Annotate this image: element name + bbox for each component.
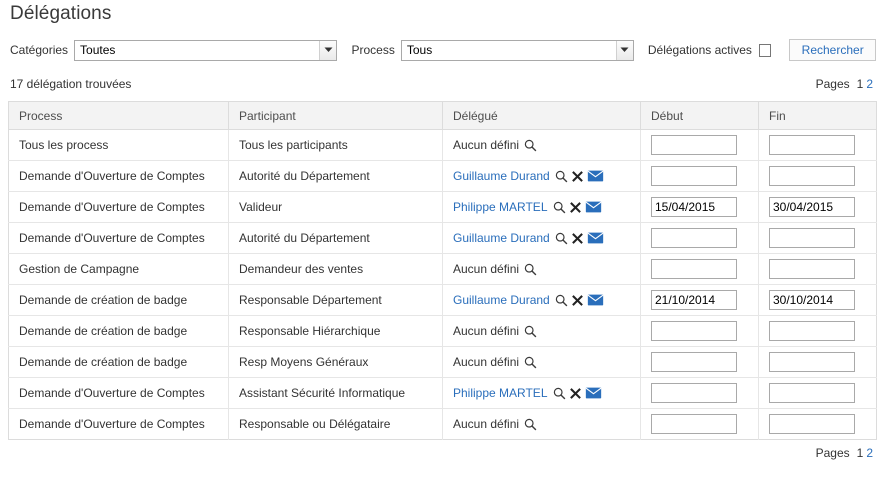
- cell-debut: [641, 378, 759, 409]
- debut-date-input[interactable]: [651, 290, 737, 310]
- fin-date-input[interactable]: [769, 197, 855, 217]
- pager-page-2[interactable]: 2: [866, 446, 873, 460]
- table-row: [9, 161, 877, 192]
- cell-delegate: [443, 347, 641, 378]
- table-row: [9, 316, 877, 347]
- delete-cross-icon[interactable]: [569, 387, 582, 400]
- magnifier-icon[interactable]: [555, 294, 568, 307]
- cell-debut: [641, 192, 759, 223]
- cell-participant: Tous les participants: [229, 130, 443, 161]
- cell-fin: [759, 192, 877, 223]
- cell-participant: Resp Moyens Généraux: [229, 347, 443, 378]
- search-button[interactable]: Rechercher: [789, 39, 876, 61]
- envelope-icon[interactable]: [585, 387, 602, 399]
- magnifier-icon[interactable]: [524, 325, 537, 338]
- cell-fin: [759, 161, 877, 192]
- cell-debut: [641, 409, 759, 440]
- cell-debut: [641, 161, 759, 192]
- table-body: [9, 130, 877, 440]
- delete-cross-icon[interactable]: [571, 170, 584, 183]
- magnifier-icon[interactable]: [524, 356, 537, 369]
- column-header-debut: Début: [641, 102, 759, 130]
- process-select[interactable]: [401, 40, 634, 61]
- fin-date-input[interactable]: [769, 166, 855, 186]
- delegate-link[interactable]: Guillaume Durand: [453, 169, 550, 183]
- pager-page-1[interactable]: 1: [856, 77, 864, 91]
- cell-debut: [641, 223, 759, 254]
- cell-participant: Demandeur des ventes: [229, 254, 443, 285]
- delegations-table: [8, 101, 877, 440]
- cell-fin: [759, 130, 877, 161]
- table-row: [9, 254, 877, 285]
- magnifier-icon[interactable]: [524, 418, 537, 431]
- cell-process: Tous les process: [9, 130, 229, 161]
- cell-participant: Autorité du Département: [229, 161, 443, 192]
- cell-debut: [641, 316, 759, 347]
- chevron-down-icon[interactable]: [616, 41, 633, 60]
- cell-delegate: [443, 316, 641, 347]
- cell-delegate: [443, 192, 641, 223]
- column-header-process: Process: [9, 102, 229, 130]
- delegate-empty-label: Aucun défini: [453, 417, 520, 431]
- debut-date-input[interactable]: [651, 352, 737, 372]
- cell-process: Demande d'Ouverture de Comptes: [9, 223, 229, 254]
- cell-process: Demande de création de badge: [9, 285, 229, 316]
- delete-cross-icon[interactable]: [571, 294, 584, 307]
- cell-delegate: [443, 254, 641, 285]
- cell-process: Demande d'Ouverture de Comptes: [9, 378, 229, 409]
- table-row: [9, 223, 877, 254]
- cell-process: Demande d'Ouverture de Comptes: [9, 409, 229, 440]
- fin-date-input[interactable]: [769, 135, 855, 155]
- categories-select[interactable]: [74, 40, 337, 61]
- debut-date-input[interactable]: [651, 166, 737, 186]
- debut-date-input[interactable]: [651, 135, 737, 155]
- fin-date-input[interactable]: [769, 352, 855, 372]
- cell-debut: [641, 347, 759, 378]
- pager-page-2[interactable]: 2: [866, 77, 873, 91]
- cell-debut: [641, 254, 759, 285]
- fin-date-input[interactable]: [769, 259, 855, 279]
- cell-participant: Responsable Département: [229, 285, 443, 316]
- table-row: [9, 285, 877, 316]
- magnifier-icon[interactable]: [553, 201, 566, 214]
- table-header-row: [9, 102, 877, 130]
- pager-bottom-wrap: [8, 440, 876, 460]
- magnifier-icon[interactable]: [524, 263, 537, 276]
- cell-participant: Autorité du Département: [229, 223, 443, 254]
- column-header-delegate: Délégué: [443, 102, 641, 130]
- magnifier-icon[interactable]: [555, 170, 568, 183]
- results-summary: [8, 77, 876, 91]
- delegate-link[interactable]: Philippe MARTEL: [453, 386, 548, 400]
- cell-participant: Assistant Sécurité Informatique: [229, 378, 443, 409]
- categories-label: Catégories: [10, 43, 69, 57]
- fin-date-input[interactable]: [769, 383, 855, 403]
- pager-top: [816, 77, 873, 91]
- table-row: [9, 378, 877, 409]
- cell-fin: [759, 285, 877, 316]
- pager-page-1[interactable]: 1: [856, 446, 864, 460]
- process-select-value: Tous: [406, 43, 433, 57]
- debut-date-input[interactable]: [651, 228, 737, 248]
- delegate-link[interactable]: Guillaume Durand: [453, 231, 550, 245]
- envelope-icon[interactable]: [585, 201, 602, 213]
- debut-date-input[interactable]: [651, 414, 737, 434]
- chevron-down-icon[interactable]: [319, 41, 336, 60]
- magnifier-icon[interactable]: [553, 387, 566, 400]
- delegate-link[interactable]: Guillaume Durand: [453, 293, 550, 307]
- delegate-empty-label: Aucun défini: [453, 138, 520, 152]
- delete-cross-icon[interactable]: [569, 201, 582, 214]
- delete-cross-icon[interactable]: [571, 232, 584, 245]
- envelope-icon[interactable]: [587, 232, 604, 244]
- cell-process: Demande d'Ouverture de Comptes: [9, 192, 229, 223]
- cell-participant: Responsable Hiérarchique: [229, 316, 443, 347]
- cell-fin: [759, 409, 877, 440]
- column-header-participant: Participant: [229, 102, 443, 130]
- table-row: [9, 347, 877, 378]
- active-delegations-checkbox[interactable]: [759, 44, 771, 57]
- fin-date-input[interactable]: [769, 321, 855, 341]
- cell-participant: Valideur: [229, 192, 443, 223]
- pager-label: Pages: [815, 446, 850, 460]
- delegate-empty-label: Aucun défini: [453, 262, 520, 276]
- cell-delegate: [443, 161, 641, 192]
- cell-fin: [759, 223, 877, 254]
- delegate-empty-label: Aucun défini: [453, 324, 520, 338]
- cell-delegate: [443, 130, 641, 161]
- fin-date-input[interactable]: [769, 290, 855, 310]
- debut-date-input[interactable]: [651, 383, 737, 403]
- page-title: Délégations: [10, 3, 112, 24]
- column-header-fin: Fin: [759, 102, 877, 130]
- pager-bottom: [816, 446, 873, 460]
- envelope-icon[interactable]: [587, 294, 604, 306]
- cell-fin: [759, 347, 877, 378]
- magnifier-icon[interactable]: [524, 139, 537, 152]
- cell-delegate: [443, 285, 641, 316]
- envelope-icon[interactable]: [587, 170, 604, 182]
- pager-label: Pages: [815, 77, 850, 91]
- cell-process: Demande de création de badge: [9, 347, 229, 378]
- table-row: [9, 130, 877, 161]
- delegate-link[interactable]: Philippe MARTEL: [453, 200, 548, 214]
- cell-fin: [759, 254, 877, 285]
- table-row: [9, 409, 877, 440]
- magnifier-icon[interactable]: [555, 232, 568, 245]
- cell-process: Demande d'Ouverture de Comptes: [9, 161, 229, 192]
- debut-date-input[interactable]: [651, 259, 737, 279]
- cell-participant: Responsable ou Délégataire: [229, 409, 443, 440]
- cell-process: Gestion de Campagne: [9, 254, 229, 285]
- fin-date-input[interactable]: [769, 414, 855, 434]
- cell-delegate: [443, 378, 641, 409]
- process-label: Process: [351, 43, 395, 57]
- filter-bar: [8, 39, 876, 61]
- cell-fin: [759, 378, 877, 409]
- results-count: 17 délégation trouvées: [10, 77, 132, 91]
- delegate-empty-label: Aucun défini: [453, 355, 520, 369]
- debut-date-input[interactable]: [651, 321, 737, 341]
- table-row: [9, 192, 877, 223]
- cell-debut: [641, 130, 759, 161]
- cell-debut: [641, 285, 759, 316]
- debut-date-input[interactable]: [651, 197, 737, 217]
- cell-delegate: [443, 409, 641, 440]
- active-delegations-label: Délégations actives: [647, 43, 752, 57]
- cell-process: Demande de création de badge: [9, 316, 229, 347]
- cell-delegate: [443, 223, 641, 254]
- categories-select-value: Toutes: [80, 43, 116, 57]
- cell-fin: [759, 316, 877, 347]
- fin-date-input[interactable]: [769, 228, 855, 248]
